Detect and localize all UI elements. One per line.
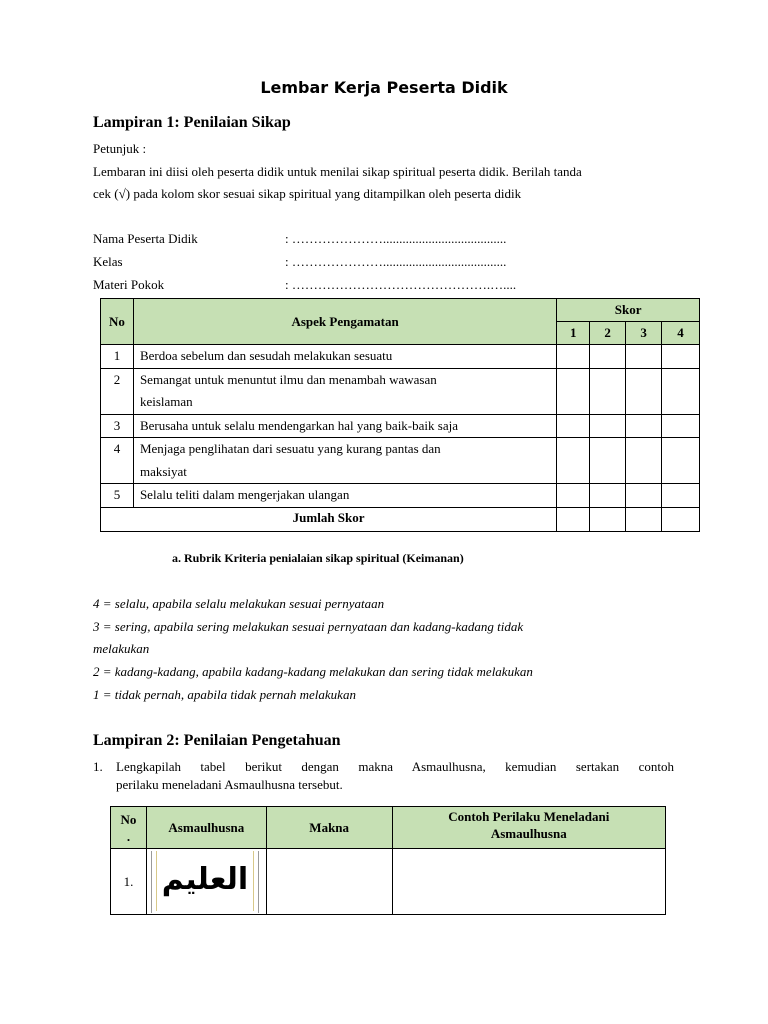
score-cell[interactable] bbox=[557, 414, 590, 438]
attitude-assessment-table bbox=[100, 298, 700, 532]
page-title: Lembar Kerja Peserta Didik bbox=[260, 78, 508, 97]
row-aspek-line: maksiyat bbox=[139, 463, 187, 479]
row-no: 2 bbox=[101, 368, 134, 414]
score-cell[interactable] bbox=[662, 345, 700, 369]
row-aspek-line: Menjaga penglihatan dari sesuatu yang kurang pantas dan bbox=[139, 441, 441, 456]
header-no: No bbox=[101, 299, 134, 345]
header-skor: Skor bbox=[557, 299, 700, 322]
rubric-heading: a. Rubrik Kriteria penialaian sikap spiritual (Keimanan) bbox=[172, 551, 464, 565]
header-skor-1: 1 bbox=[557, 322, 590, 345]
score-cell[interactable] bbox=[557, 368, 590, 414]
rubric-item-3-cont: melakukan bbox=[93, 641, 150, 656]
row-aspek-line: keislaman bbox=[139, 394, 193, 409]
table-row bbox=[101, 438, 700, 484]
header-no bbox=[111, 807, 147, 849]
header-aspek: Aspek Pengamatan bbox=[133, 299, 556, 345]
score-cell[interactable] bbox=[590, 507, 626, 531]
row-no: 1. bbox=[111, 849, 147, 915]
score-cell[interactable] bbox=[626, 414, 662, 438]
row-aspek bbox=[133, 484, 556, 508]
row-aspek bbox=[133, 368, 556, 414]
score-cell[interactable] bbox=[590, 414, 626, 438]
header-contoh bbox=[392, 807, 665, 849]
score-cell[interactable] bbox=[557, 484, 590, 508]
row-no: 5 bbox=[101, 484, 134, 508]
header-skor-2: 2 bbox=[590, 322, 626, 345]
makna-cell[interactable] bbox=[266, 849, 392, 915]
table-row bbox=[101, 345, 700, 369]
header-skor-3: 3 bbox=[626, 322, 662, 345]
calligraphy-frame bbox=[151, 851, 259, 913]
header-no-line: No bbox=[120, 811, 137, 827]
score-cell[interactable] bbox=[626, 368, 662, 414]
header-contoh-line: Contoh Perilaku Meneladani bbox=[448, 809, 610, 824]
score-cell[interactable] bbox=[662, 414, 700, 438]
score-cell[interactable] bbox=[590, 368, 626, 414]
score-cell[interactable] bbox=[590, 484, 626, 508]
field-value-nama: : …………………...................................... bbox=[285, 231, 507, 246]
row-aspek-line: Semangat untuk menuntut ilmu dan menambah wawasan bbox=[139, 371, 437, 387]
row-aspek-line: Berusaha untuk selalu mendengarkan hal yang baik-baik saja bbox=[139, 417, 458, 433]
score-cell[interactable] bbox=[626, 507, 662, 531]
rubric-item-4: 4 = selalu, apabila selalu melakukan sesuai pernyataan bbox=[93, 596, 385, 611]
asmaulhusna-table bbox=[110, 806, 666, 915]
table-row-total bbox=[101, 507, 700, 531]
contoh-cell[interactable] bbox=[392, 849, 665, 915]
rubric-item-1: 1 = tidak pernah, apabila tidak pernah melakukan bbox=[93, 687, 356, 702]
row-aspek bbox=[133, 438, 556, 484]
score-cell[interactable] bbox=[662, 438, 700, 484]
row-aspek-line: Berdoa sebelum dan sesudah melakukan sesuatu bbox=[139, 348, 393, 363]
score-cell[interactable] bbox=[662, 368, 700, 414]
header-no-line: . bbox=[126, 828, 131, 844]
field-value-materi: : ……………………………………….….... bbox=[285, 277, 517, 292]
petunjuk-label: Petunjuk : bbox=[93, 141, 147, 156]
score-cell[interactable] bbox=[557, 345, 590, 369]
row-aspek bbox=[133, 345, 556, 369]
row-no: 4 bbox=[101, 438, 134, 484]
header-contoh-line: Asmaulhusna bbox=[490, 826, 567, 841]
score-cell[interactable] bbox=[557, 438, 590, 484]
score-cell[interactable] bbox=[626, 438, 662, 484]
score-cell[interactable] bbox=[557, 507, 590, 531]
field-label-materi: Materi Pokok bbox=[93, 277, 165, 292]
table-row bbox=[111, 849, 666, 915]
score-cell[interactable] bbox=[590, 345, 626, 369]
header-makna: Makna bbox=[266, 807, 392, 849]
score-cell[interactable] bbox=[662, 484, 700, 508]
section2-heading: Lampiran 2: Penilaian Pengetahuan bbox=[93, 732, 341, 749]
header-asmaulhusna: Asmaulhusna bbox=[146, 807, 266, 849]
table-row bbox=[101, 368, 700, 414]
instruction-line-2: cek (√) pada kolom skor sesuai sikap spiritual yang ditampilkan oleh peserta didik bbox=[93, 186, 522, 201]
calligraphy-al-alim: العليم bbox=[161, 862, 249, 897]
field-label-kelas: Kelas bbox=[93, 254, 123, 269]
field-value-kelas: : …………………...................................... bbox=[285, 254, 507, 269]
table-row bbox=[101, 484, 700, 508]
section2-instruction-number: 1. bbox=[93, 759, 103, 774]
instruction-line-1: Lembaran ini diisi oleh peserta didik untuk menilai sikap spiritual peserta didik. Berilah tanda bbox=[93, 164, 582, 179]
row-aspek bbox=[133, 414, 556, 438]
row-no: 3 bbox=[101, 414, 134, 438]
section2-instruction-line-2: perilaku meneladani Asmaulhusna tersebut. bbox=[116, 777, 343, 792]
rubric-item-2: 2 = kadang-kadang, apabila kadang-kadang melakukan dan sering tidak melakukan bbox=[93, 664, 533, 679]
field-label-nama: Nama Peserta Didik bbox=[93, 231, 198, 246]
score-cell[interactable] bbox=[662, 507, 700, 531]
section2-instruction-line-1: Lengkapilah tabel berikut dengan makna Asmaulhusna, kemudian sertakan contoh bbox=[116, 759, 674, 774]
section1-heading: Lampiran 1: Penilaian Sikap bbox=[93, 114, 291, 131]
score-cell[interactable] bbox=[626, 345, 662, 369]
calligraphy-cell bbox=[146, 849, 266, 915]
total-label: Jumlah Skor bbox=[101, 507, 557, 531]
header-skor-4: 4 bbox=[662, 322, 700, 345]
score-cell[interactable] bbox=[626, 484, 662, 508]
rubric-item-3: 3 = sering, apabila sering melakukan sesuai pernyataan dan kadang-kadang tidak bbox=[93, 619, 524, 634]
score-cell[interactable] bbox=[590, 438, 626, 484]
row-no: 1 bbox=[101, 345, 134, 369]
table-row bbox=[101, 414, 700, 438]
row-aspek-line: Selalu teliti dalam mengerjakan ulangan bbox=[139, 487, 350, 502]
